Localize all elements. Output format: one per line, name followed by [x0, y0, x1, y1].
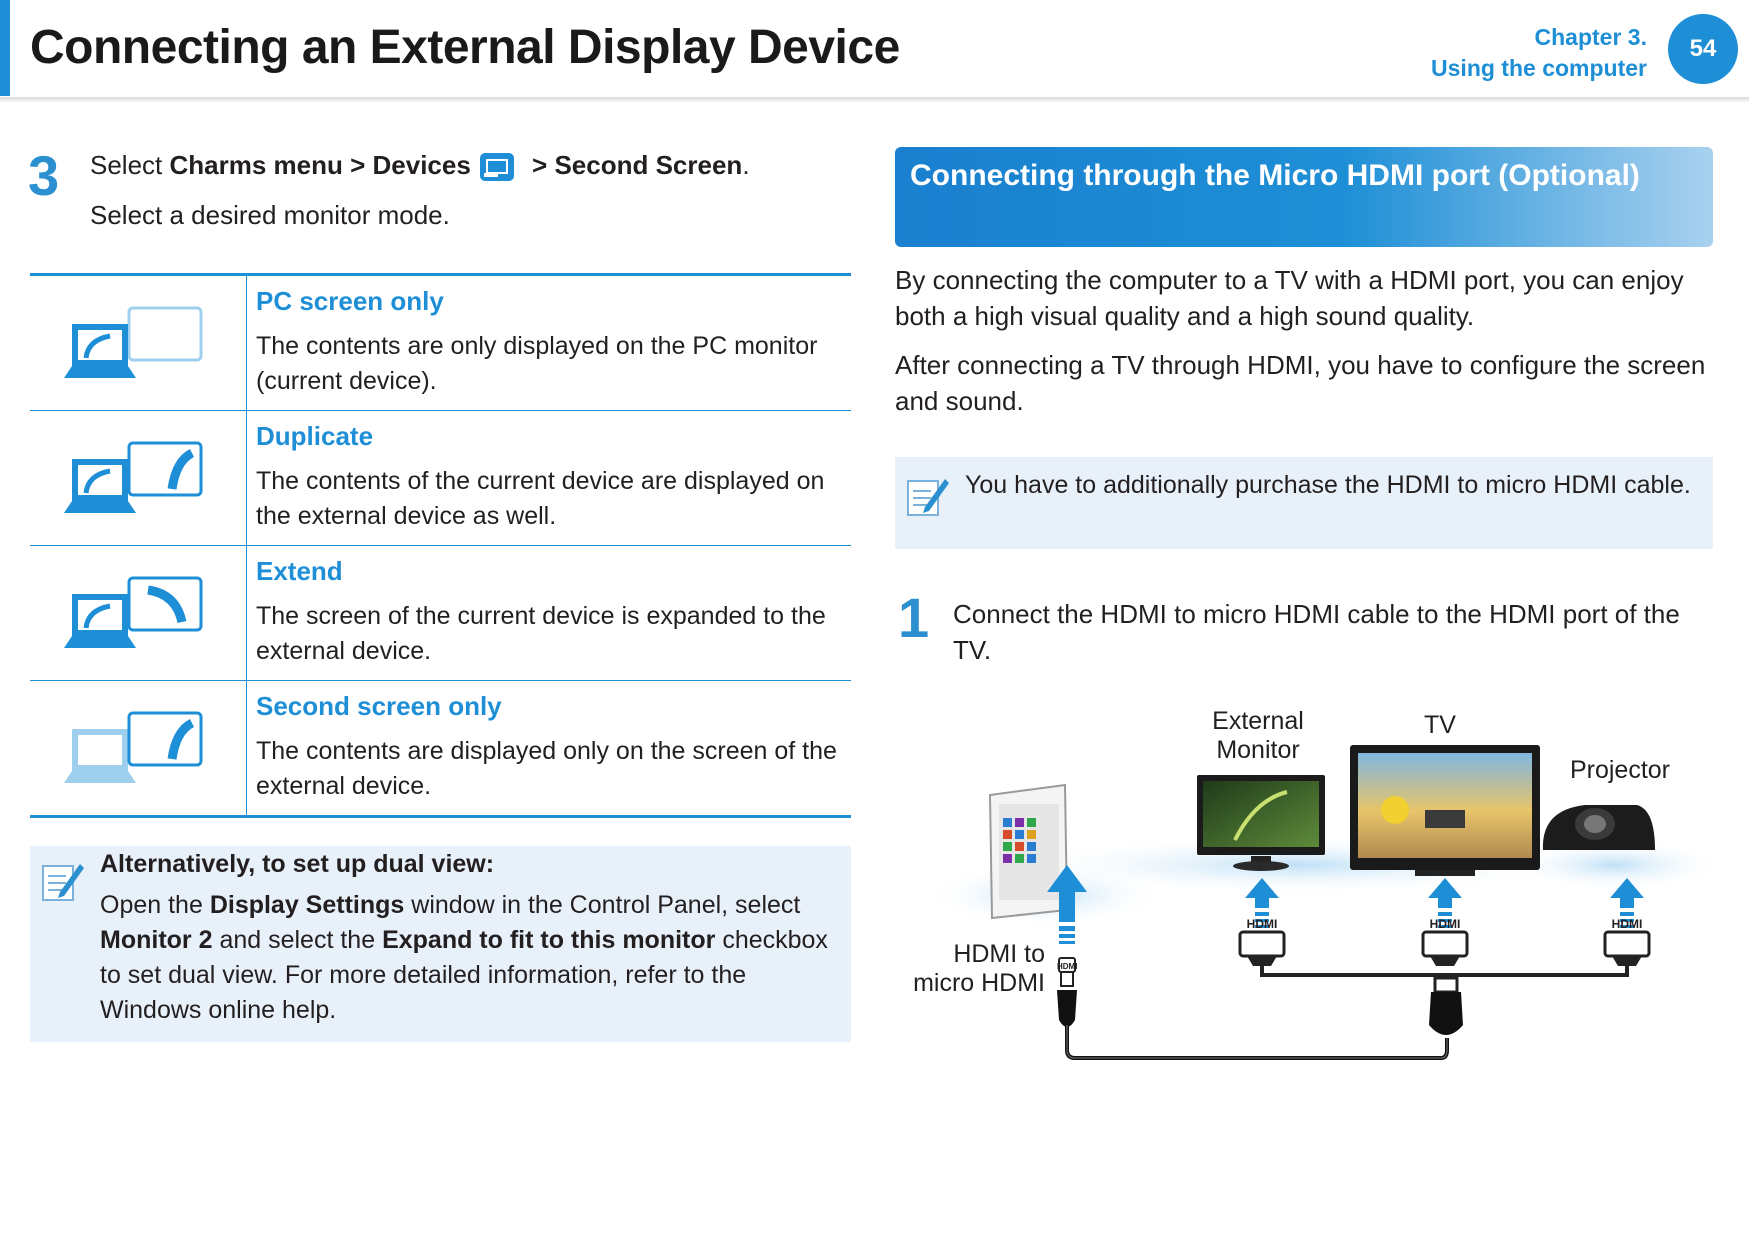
- hdmi-port-label: HDMI: [1246, 917, 1278, 931]
- projector-device: [1543, 805, 1655, 850]
- pc-screen-only-icon: [30, 276, 247, 410]
- mode-row-extend: [30, 546, 851, 681]
- mode-description: The contents of the current device are displayed on the external device as well.: [256, 467, 825, 530]
- header-accent-bar: [0, 0, 10, 96]
- note-pencil-icon: [40, 858, 86, 909]
- hdmi-connector-icon: [1605, 932, 1649, 966]
- devices-icon: [479, 152, 515, 182]
- mode-title: Second screen only: [256, 691, 502, 721]
- monitor-2-term: Monitor 2: [100, 926, 213, 954]
- expand-checkbox-term: Expand to fit to this monitor: [382, 926, 716, 954]
- hdmi-plug-icon: [1429, 978, 1463, 1035]
- step-number: 1: [898, 586, 930, 649]
- step-instruction: Connect the HDMI to micro HDMI cable to the HDMI port of the TV.: [953, 599, 1680, 665]
- step-instruction: Select Charms menu > Devices > Second Screen.: [90, 150, 750, 182]
- duplicate-icon: [30, 411, 247, 545]
- mode-description: The contents are displayed only on the screen of the external device.: [256, 737, 837, 800]
- monitor-mode-table: [30, 273, 851, 818]
- mode-description: The contents are only displayed on the PC monitor (current device).: [256, 332, 818, 395]
- second-screen-only-icon: [30, 681, 247, 815]
- hdmi-connector-icon: [1240, 932, 1284, 966]
- charms-devices-path: Charms menu > Devices: [169, 150, 471, 180]
- intro-paragraph: After connecting a TV through HDMI, you have to configure the screen and sound.: [895, 350, 1706, 416]
- page-number-badge: 54: [1668, 14, 1738, 84]
- mode-title: Extend: [256, 556, 343, 586]
- tip-heading: Alternatively, to set up dual view:: [100, 850, 495, 878]
- tv-device: [1350, 745, 1540, 876]
- hdmi-port-label: HDMI: [1611, 917, 1643, 931]
- chapter-name: Using the computer: [1431, 55, 1647, 81]
- mode-row-duplicate: [30, 411, 851, 546]
- hdmi-port-label: HDMI: [1057, 962, 1078, 971]
- header-divider: [0, 97, 1749, 103]
- display-settings-term: Display Settings: [209, 891, 405, 919]
- hdmi-connector-icon: [1423, 932, 1467, 966]
- external-monitor-label: External Monitor: [1212, 707, 1304, 764]
- tip-text: You have to additionally purchase the HDMI to micro HDMI cable.: [965, 471, 1691, 499]
- page-title: Connecting an External Display Device: [30, 21, 900, 74]
- chapter-label: [1431, 22, 1647, 84]
- section-heading: Connecting through the Micro HDMI port (Optional): [910, 159, 1640, 192]
- mode-description: The screen of the current device is expanded to the external device.: [256, 602, 826, 665]
- tablet-device: [990, 785, 1067, 918]
- extend-icon: [30, 546, 247, 680]
- tip-body: Open the Display Settings window in the Control Panel, select Monitor 2 and select the Expand to fit to this monitor checkbox to set dual view. For more detailed information, refer to the Windows online help.: [100, 891, 828, 1024]
- intro-paragraph: By connecting the computer to a TV with a HDMI port, you can enjoy both a high visual quality and a high sound quality.: [895, 265, 1684, 331]
- chapter-number: Chapter 3.: [1534, 24, 1647, 50]
- mode-row-second-screen-only: [30, 681, 851, 815]
- step-number: 3: [28, 144, 60, 207]
- note-pencil-icon: [905, 473, 951, 524]
- mode-title: PC screen only: [256, 286, 444, 316]
- second-screen-label: Second Screen: [554, 150, 743, 180]
- mode-title: Duplicate: [256, 421, 374, 451]
- projector-label: Projector: [1569, 756, 1671, 784]
- tv-label: TV: [1424, 711, 1456, 739]
- hdmi-port-label: HDMI: [1429, 917, 1461, 931]
- step-subtext: Select a desired monitor mode.: [90, 200, 450, 230]
- mode-row-pc-screen-only: [30, 276, 851, 411]
- cable-label: HDMI to micro HDMI: [913, 940, 1045, 997]
